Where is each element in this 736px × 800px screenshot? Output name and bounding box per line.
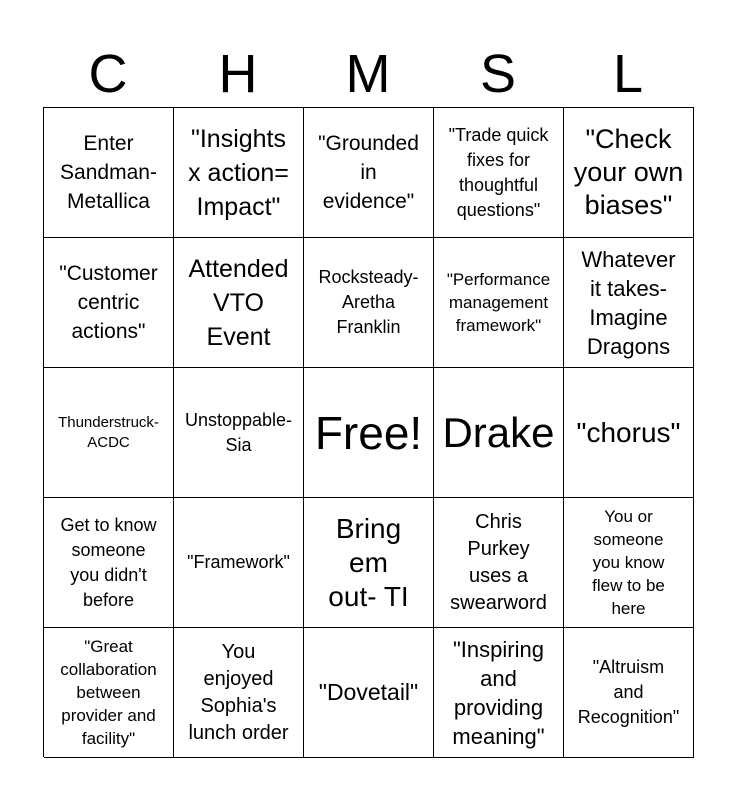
bingo-cell-r4c2[interactable] [174, 498, 304, 628]
bingo-cell-r1c2[interactable] [174, 108, 304, 238]
cell-text: "Grounded in evidence" [318, 132, 419, 213]
cell-text: Bring em out- TI [328, 512, 409, 612]
header-letter-m: M [345, 44, 391, 104]
cell-text: "Dovetail" [318, 679, 419, 705]
header-letter-h: H [218, 44, 258, 104]
cell-text: "Framework" [187, 552, 290, 572]
bingo-cell-r5c2[interactable] [174, 628, 304, 758]
cell-text: "Check your own biases" [573, 124, 684, 220]
header-letter-c: C [88, 44, 128, 104]
cell-text: "Customer centric actions" [59, 262, 158, 343]
bingo-cell-r3c1[interactable] [44, 368, 174, 498]
bingo-cell-r3c2[interactable] [174, 368, 304, 498]
cell-text: You enjoyed Sophia's lunch order [188, 640, 289, 744]
cell-text: Drake [442, 408, 555, 456]
bingo-cell-r4c4[interactable] [434, 498, 564, 628]
bingo-cell-r1c3[interactable] [304, 108, 434, 238]
bingo-cell-r2c3[interactable] [304, 238, 434, 368]
bingo-cell-r4c3[interactable] [304, 498, 434, 628]
bingo-cell-r1c4[interactable] [434, 108, 564, 238]
cell-text: "Altruism and Recognition" [577, 657, 680, 727]
cell-text: "Insights x action= Impact" [188, 124, 289, 221]
bingo-cell-r5c1[interactable] [44, 628, 174, 758]
cell-text: Rocksteady- Aretha Franklin [318, 267, 419, 337]
bingo-cell-r2c4[interactable] [434, 238, 564, 368]
cell-text: "chorus" [576, 416, 681, 448]
bingo-cell-r2c5[interactable] [564, 238, 694, 368]
cell-text: "Trade quick fixes for thoughtful questions" [448, 124, 549, 220]
cell-text: "Performance management framework" [446, 270, 551, 335]
cell-text: Get to know someone you didn't before [60, 514, 157, 610]
cell-text: Unstoppable- Sia [184, 409, 293, 455]
bingo-cell-free[interactable] [304, 368, 434, 498]
bingo-cell-r5c5[interactable] [564, 628, 694, 758]
cell-text: Free! [314, 406, 423, 459]
cell-text: "Inspiring and providing meaning" [452, 636, 545, 749]
cell-text: "Great collaboration between provider and facility" [60, 637, 157, 748]
cell-text: You or someone you know flew to be here [592, 507, 665, 618]
cell-text: Whatever it takes- Imagine Dragons [581, 246, 676, 359]
bingo-cell-r5c4[interactable] [434, 628, 564, 758]
cell-text: Chris Purkey uses a swearword [450, 510, 547, 614]
bingo-cell-r5c3[interactable] [304, 628, 434, 758]
bingo-cell-r1c1[interactable] [44, 108, 174, 238]
bingo-header [43, 40, 693, 108]
cell-text: Attended VTO Event [188, 254, 289, 351]
cell-text: Enter Sandman- Metallica [60, 132, 157, 213]
bingo-cell-r2c1[interactable] [44, 238, 174, 368]
bingo-cell-r3c5[interactable] [564, 368, 694, 498]
bingo-cell-r4c5[interactable] [564, 498, 694, 628]
header-letter-l: L [612, 44, 644, 104]
bingo-cell-r3c4[interactable] [434, 368, 564, 498]
bingo-card [43, 107, 694, 757]
cell-text: Thunderstruck- ACDC [58, 413, 159, 451]
bingo-cell-r1c5[interactable] [564, 108, 694, 238]
bingo-cell-r2c2[interactable] [174, 238, 304, 368]
header-letter-s: S [479, 44, 517, 104]
bingo-cell-r4c1[interactable] [44, 498, 174, 628]
